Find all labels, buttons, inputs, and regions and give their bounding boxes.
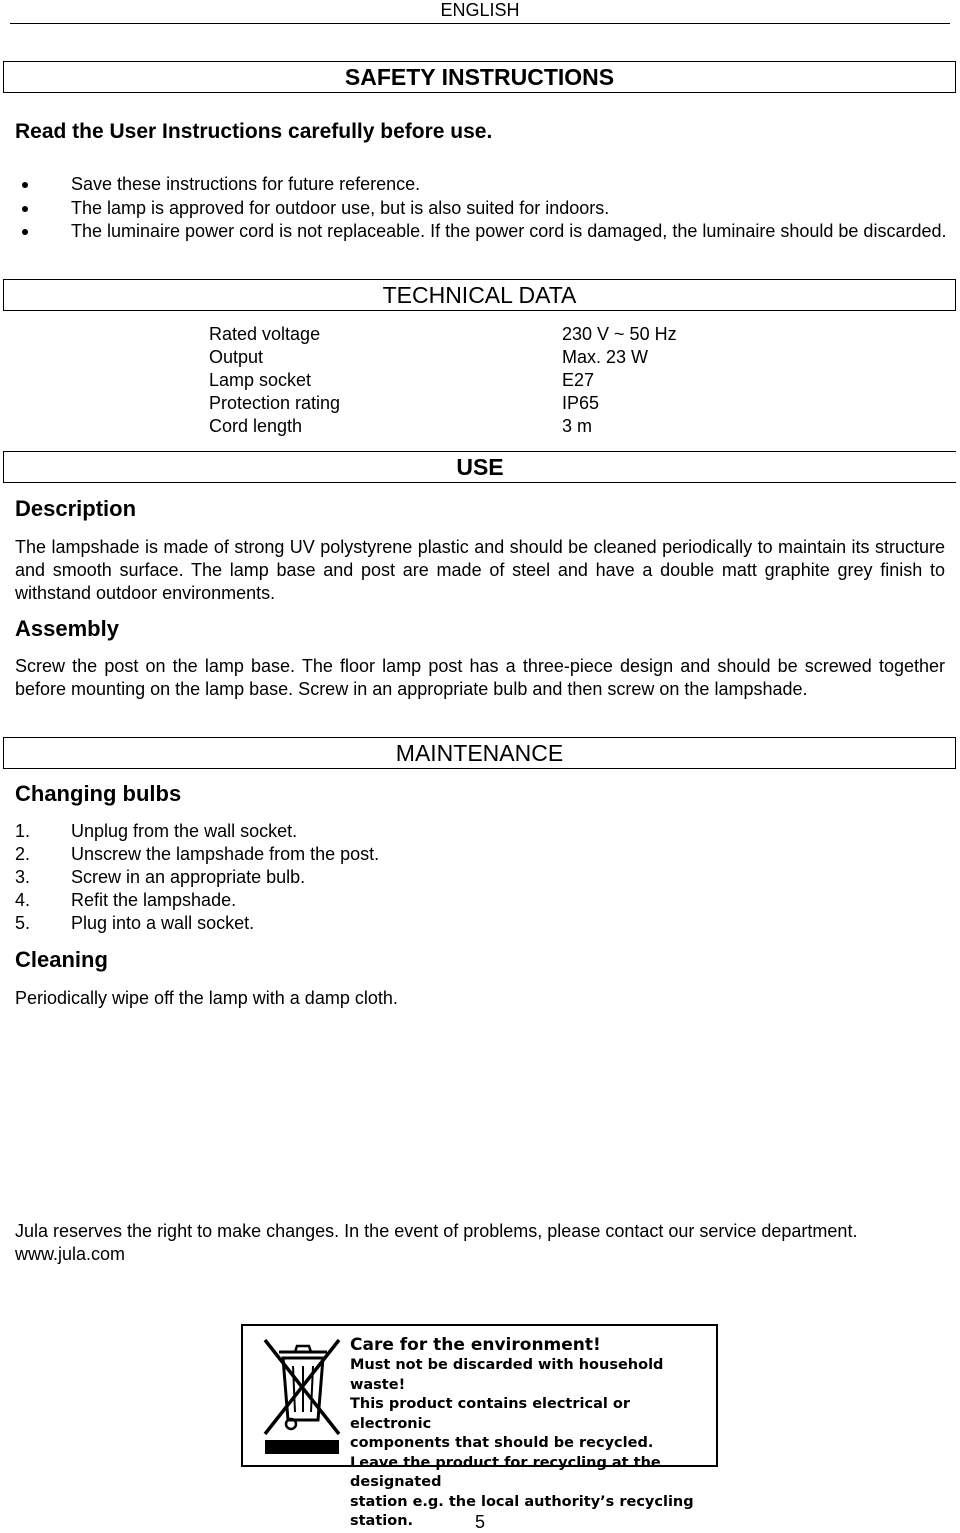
step-text: Unscrew the lampshade from the post.	[71, 844, 380, 864]
bullet-text: The luminaire power cord is not replaceable. If the power cord is damaged, the luminaire should be discarded.	[71, 221, 947, 241]
safety-bullet-list	[15, 173, 950, 244]
changing-bulbs-heading: Changing bulbs	[15, 781, 182, 806]
spec-label: Lamp socket	[209, 370, 312, 390]
table-row	[209, 346, 677, 369]
crossed-out-wheelie-bin-icon	[261, 1336, 343, 1458]
footer-notice	[15, 1220, 945, 1266]
section-technical-title: TECHNICAL DATA	[3, 279, 956, 311]
list-item	[15, 173, 950, 197]
step-text: Refit the lampshade.	[71, 890, 237, 910]
spec-value: Max. 23 W	[562, 347, 649, 367]
step-number: 4.	[15, 890, 31, 910]
spec-label: Cord length	[209, 416, 303, 436]
cleaning-text: Periodically wipe off the lamp with a damp cloth.	[15, 988, 398, 1008]
environment-title: Care for the environment!	[350, 1335, 601, 1355]
environment-line: This product contains electrical or electronic	[350, 1396, 630, 1432]
environment-line: components that should be recycled.	[350, 1435, 654, 1451]
spec-value: IP65	[562, 393, 600, 413]
step-text: Screw in an appropriate bulb.	[71, 867, 306, 887]
spec-value: 230 V ~ 50 Hz	[562, 324, 677, 344]
changing-bulbs-steps	[15, 820, 379, 935]
header-divider	[10, 23, 950, 24]
environment-line: Must not be discarded with household waste!	[350, 1357, 664, 1393]
table-row	[209, 323, 677, 346]
assembly-heading: Assembly	[15, 616, 119, 641]
page-number: 5	[474, 1512, 485, 1532]
step-number: 5.	[15, 913, 31, 933]
safety-intro: Read the User Instructions carefully before use.	[15, 120, 493, 143]
cleaning-heading: Cleaning	[15, 947, 108, 972]
section-use-title: USE	[3, 451, 956, 483]
spec-label: Output	[209, 347, 264, 367]
step-number: 3.	[15, 867, 31, 887]
bullet-icon	[22, 229, 28, 235]
header-language: ENGLISH	[440, 0, 520, 20]
list-item	[15, 889, 379, 912]
list-item	[15, 220, 950, 244]
table-row	[209, 415, 677, 438]
step-text: Plug into a wall socket.	[71, 913, 255, 933]
table-row	[209, 369, 677, 392]
bullet-text: Save these instructions for future reference.	[71, 174, 421, 194]
section-maintenance-title: MAINTENANCE	[3, 737, 956, 769]
step-number: 2.	[15, 844, 31, 864]
service-notice: Jula reserves the right to make changes. In the event of problems, please contact our service department.	[15, 1221, 858, 1241]
spec-value: 3 m	[562, 416, 593, 436]
environment-notice-box	[241, 1324, 718, 1529]
description-heading: Description	[15, 496, 137, 521]
step-number: 1.	[15, 821, 31, 841]
environment-text	[350, 1334, 710, 1532]
technical-data-table	[209, 323, 677, 438]
list-item	[15, 820, 379, 843]
spec-value: E27	[562, 370, 595, 390]
list-item	[15, 866, 379, 889]
spec-label: Rated voltage	[209, 324, 321, 344]
bullet-icon	[22, 182, 28, 188]
list-item	[15, 197, 950, 221]
spec-label: Protection rating	[209, 393, 341, 413]
table-row	[209, 392, 677, 415]
list-item	[15, 912, 379, 935]
section-safety-title: SAFETY INSTRUCTIONS	[3, 61, 956, 93]
bullet-text: The lamp is approved for outdoor use, but is also suited for indoors.	[71, 197, 610, 218]
bullet-icon	[22, 206, 28, 212]
list-item	[15, 843, 379, 866]
description-text: The lampshade is made of strong UV polystyrene plastic and should be cleaned periodically to maintain its structure and smooth surface. The lamp base and post are made of steel and have a double matt graphite grey finish to withstand outdoor environments.	[15, 537, 945, 603]
website-link[interactable]: www.jula.com	[15, 1244, 126, 1264]
environment-line: station e.g. the local authority’s recycling station.	[350, 1493, 694, 1529]
environment-line: Leave the product for recycling at the designated	[350, 1454, 661, 1490]
assembly-text: Screw the post on the lamp base. The floor lamp post has a three-piece design and should be screwed together before mounting on the lamp base. Screw in an appropriate bulb and then screw on the lampshade.	[15, 656, 945, 699]
step-text: Unplug from the wall socket.	[71, 821, 298, 841]
